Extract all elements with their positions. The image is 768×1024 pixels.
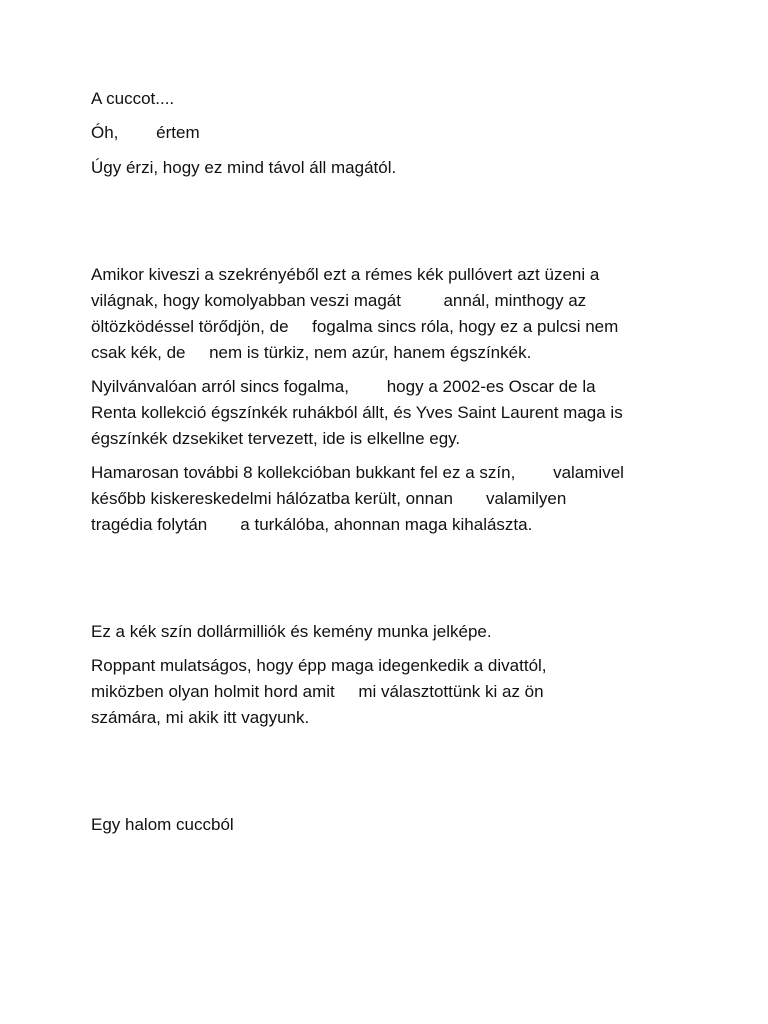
text-line: Renta kollekció égszínkék ruhákból állt, és Yves Saint Laurent maga is [91, 403, 623, 422]
text-line: A cuccot.... [91, 89, 175, 108]
text-line: Ez a kék szín dollármilliók és kemény munka jelképe. [91, 622, 492, 641]
text-line: tragédia folytán a turkálóba, ahonnan maga kihalászta. [91, 515, 533, 534]
text-line: Amikor kiveszi a szekrényéből ezt a rémes kék pullóvert azt üzeni a [91, 265, 600, 284]
text-line: Óh, értem [91, 123, 200, 142]
text-line: Hamarosan további 8 kollekcióban bukkant fel ez a szín, valamivel [91, 463, 624, 482]
text-line: csak kék, de nem is türkiz, nem azúr, hanem égszínkék. [91, 343, 532, 362]
text-line: égszínkék dzsekiket tervezett, ide is elkellne egy. [91, 429, 461, 448]
text-line: Egy halom cuccból [91, 815, 234, 834]
text-line: Úgy érzi, hogy ez mind távol áll magától. [91, 158, 397, 177]
text-line: Nyilvánvalóan arról sincs fogalma, hogy a 2002-es Oscar de la [91, 377, 596, 396]
text-line: később kiskereskedelmi hálózatba került, onnan valamilyen [91, 489, 567, 508]
text-line: miközben olyan holmit hord amit mi választottünk ki az ön [91, 682, 544, 701]
text-line: öltözködéssel törődjön, de fogalma sincs róla, hogy ez a pulcsi nem [91, 317, 619, 336]
text-line: számára, mi akik itt vagyunk. [91, 708, 310, 727]
text-line: világnak, hogy komolyabban veszi magát annál, minthogy az [91, 291, 587, 310]
text-line: Roppant mulatságos, hogy épp maga idegenkedik a divattól, [91, 656, 547, 675]
